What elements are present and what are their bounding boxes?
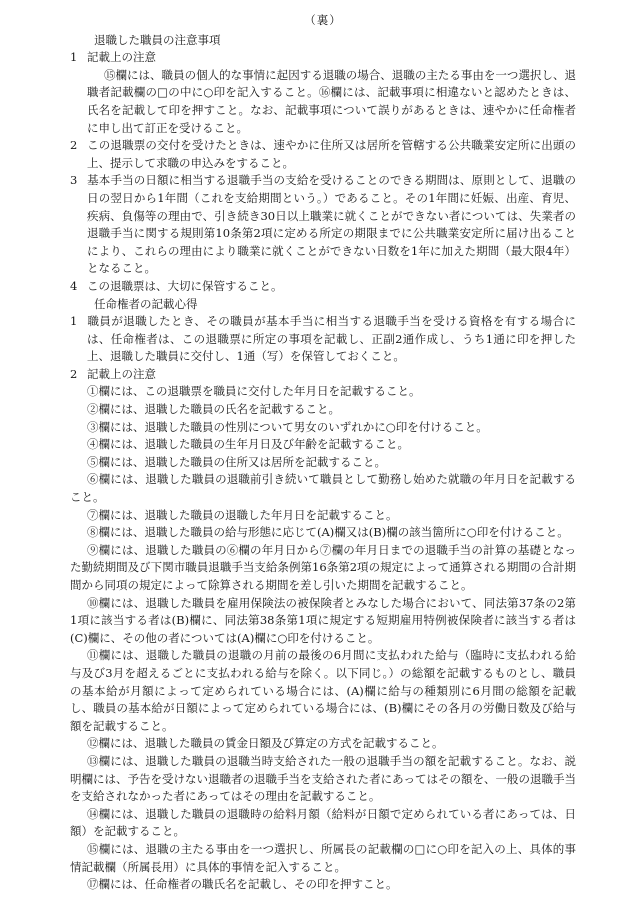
field-instruction: ⑨欄には、退職した職員の⑥欄の年月日から⑦欄の年月日までの退職手当の計算の基礎となった勤続期間及び下関市職員退職手当支給条例第16条第2項の規定によって通算される期間の合計期間から同項の規定によって除算される期間を差し引いた期間を記載すること。 <box>70 542 576 592</box>
field-instruction: ⑤欄には、退職した職員の住所又は居所を記載すること。 <box>87 454 386 469</box>
field-instruction: ①欄には、この退職票を職員に交付した年月日を記載すること。 <box>87 384 421 399</box>
appointer-item-2-heading <box>70 366 576 384</box>
notice-section <box>70 32 576 296</box>
field-instruction: ③欄には、退職した職員の性別について男女のいずれかに○印を付けること。 <box>87 419 488 434</box>
field-instruction: ⑬欄には、退職した職員の退職当時支給された一般の退職手当の額を記載すること。なお、説明欄には、予告を受けない退職者の退職手当を支給された者にあってはその額を、一般の退職手当を支給されなかった者にあってはその理由を記載すること。 <box>70 753 576 804</box>
appointer-title: 任命権者の記載心得 <box>94 296 198 311</box>
field-instructions <box>70 383 576 893</box>
field-instruction: ⑭欄には、退職した職員の退職時の給料月額（給料が日額で定められている者にあっては、日額）を記載すること。 <box>70 806 576 839</box>
field-instruction: ⑪欄には、退職した職員の退職の月前の最後の6月間に支払われた給与（臨時に支払われる給与及び3月を超えるごとに支払われる給与を除く。以下同じ。）の総額を記載するものとし、職員の基本給が月額によって定められている場合には、(A)欄に給与の種類別に6月間の総額を記載し、職員の基本給が日額によって定められている場合には、(B)欄にその各月の労働日数及び給与額を記載すること。 <box>70 648 576 733</box>
notice-item-4 <box>70 278 576 296</box>
item-number: 2 <box>70 138 78 153</box>
item-number: 4 <box>70 278 78 293</box>
item-heading: 記載上の注意 <box>87 50 156 65</box>
field-instruction: ④欄には、退職した職員の生年月日及び年齢を記載すること。 <box>87 437 409 452</box>
notice-item-3 <box>70 172 576 278</box>
item-text: 職員が退職したとき、その職員が基本手当に相当する退職手当を受ける資格を有する場合には、任命権者は、この退職票に所定の事項を記載し、正副2通作成し、うち1通に印を押した上、退職した職員に交付し、1通（写）を保管しておくこと。 <box>87 314 576 364</box>
appointer-item-1 <box>70 313 576 366</box>
item-text: この退職票の交付を受けたときは、速やかに住所又は居所を管轄する公共職業安定所に出頭の上、提示して求職の申込みをすること。 <box>87 138 576 170</box>
item-text: 基本手当の日額に相当する退職手当の支給を受けることのできる期間は、原則として、退職の日の翌日から1年間（これを支給期間という。）であること。その1年間に妊娠、出産、育児、疾病、負傷等の理由で、引き続き30日以上職業に就くことができない者については、失業者の退職手当に関する規則第10条第2項に定める所定の期限までに公共職業安定所に届け出ることにより、これらの理由により職業に就くことができない日数を1年に加えた期間（最大限4年）となること。 <box>87 173 576 276</box>
item-number: 1 <box>70 314 78 329</box>
appointer-section <box>70 296 576 894</box>
notice-item-1-paragraph: ⑮欄には、職員の個人的な事情に起因する退職の場合、退職の主たる事由を一つ選択し、退職者記載欄の□の中に○印を記入すること。⑯欄には、記載事項に相違ないと認めたときは、氏名を記載して印を押すこと。なお、記載事項について誤りがあるときは、速やかに任命権者に申し出て訂正を受けること。 <box>87 67 576 135</box>
item-heading: 記載上の注意 <box>87 366 156 381</box>
field-instruction: ⑫欄には、退職した職員の賃金日額及び算定の方式を記載すること。 <box>87 736 444 751</box>
field-instruction: ⑰欄には、任命権者の職氏名を記載し、その印を押すこと。 <box>87 877 398 892</box>
notice-title: 退職した職員の注意事項 <box>94 32 221 47</box>
field-instruction: ②欄には、退職した職員の氏名を記載すること。 <box>87 402 340 417</box>
notice-item-1-heading <box>70 49 576 67</box>
field-instruction: ⑥欄には、退職した職員の退職前引き続いて職員として勤務し始めた就職の年月日を記載すること。 <box>70 472 576 505</box>
item-number: 1 <box>70 50 78 65</box>
notice-item-2 <box>70 137 576 172</box>
field-instruction: ⑮欄には、退職の主たる事由を一つ選択し、所属長の記載欄の□に○印を記入の上、具体的事情記載欄（所属長用）に具体的事情を記入すること。 <box>70 841 576 874</box>
side-label: （裏） <box>304 13 342 27</box>
field-instruction: ⑧欄には、退職した職員の給与形態に応じて(A)欄又は(B)欄の該当箇所に○印を付けること。 <box>87 525 569 540</box>
field-instruction: ⑩欄には、退職した職員を雇用保険法の被保険者とみなした場合において、同法第37条の2第1項に該当する者は(B)欄に、同法第38条第1項に規定する短期雇用特例被保険者に該当する者は(C)欄に、その他の者については(A)欄に○印を付けること。 <box>70 595 576 645</box>
field-instruction: ⑦欄には、退職した職員の退職した年月日を記載すること。 <box>87 507 398 522</box>
item-number: 3 <box>70 173 78 188</box>
item-number: 2 <box>70 366 78 381</box>
item-text: この退職票は、大切に保管すること。 <box>87 278 283 293</box>
